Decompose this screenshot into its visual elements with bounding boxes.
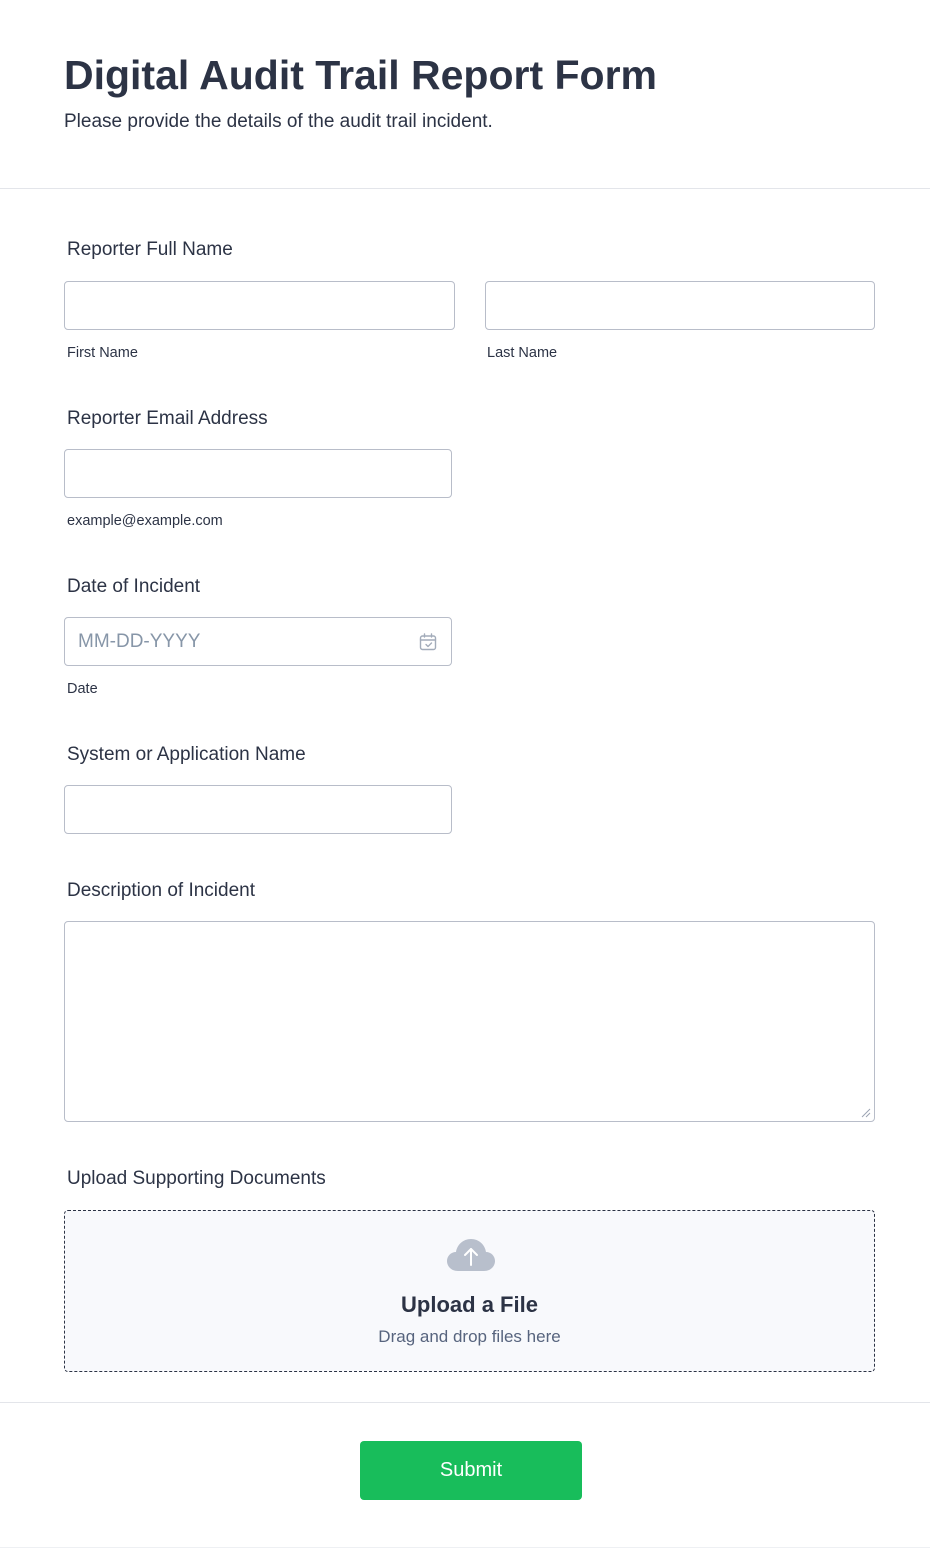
date-input[interactable] xyxy=(65,618,451,665)
description-label: Description of Incident xyxy=(67,880,255,901)
form-title: Digital Audit Trail Report Form xyxy=(64,52,657,98)
first-name-sublabel: First Name xyxy=(67,345,138,361)
last-name-field[interactable] xyxy=(485,281,875,330)
system-label: System or Application Name xyxy=(67,744,306,765)
submit-button[interactable]: Submit xyxy=(360,1441,582,1500)
email-input[interactable] xyxy=(65,450,451,497)
date-label: Date of Incident xyxy=(67,576,201,597)
date-field[interactable] xyxy=(64,617,452,666)
email-field[interactable] xyxy=(64,449,452,498)
description-textarea[interactable] xyxy=(64,921,875,1122)
date-sublabel: Date xyxy=(67,681,98,697)
calendar-icon[interactable] xyxy=(418,632,438,652)
last-name-sublabel: Last Name xyxy=(487,345,558,361)
upload-title: Upload a File xyxy=(401,1292,538,1317)
upload-hint: Drag and drop files here xyxy=(378,1327,561,1346)
form-header xyxy=(0,0,930,189)
first-name-input[interactable] xyxy=(65,282,454,329)
resize-handle-icon[interactable] xyxy=(861,1108,871,1118)
bottom-divider xyxy=(0,1547,930,1548)
system-input[interactable] xyxy=(65,786,451,833)
reporter-name-label: Reporter Full Name xyxy=(67,239,233,260)
system-field[interactable] xyxy=(64,785,452,834)
cloud-upload-icon xyxy=(446,1237,496,1273)
email-sublabel: example@example.com xyxy=(67,513,223,529)
form-subtitle: Please provide the details of the audit trail incident. xyxy=(64,111,493,132)
first-name-field[interactable] xyxy=(64,281,455,330)
upload-label: Upload Supporting Documents xyxy=(67,1168,326,1189)
last-name-input[interactable] xyxy=(486,282,874,329)
email-label: Reporter Email Address xyxy=(67,408,268,429)
footer-divider xyxy=(0,1402,930,1403)
file-upload-dropzone[interactable] xyxy=(64,1210,875,1372)
